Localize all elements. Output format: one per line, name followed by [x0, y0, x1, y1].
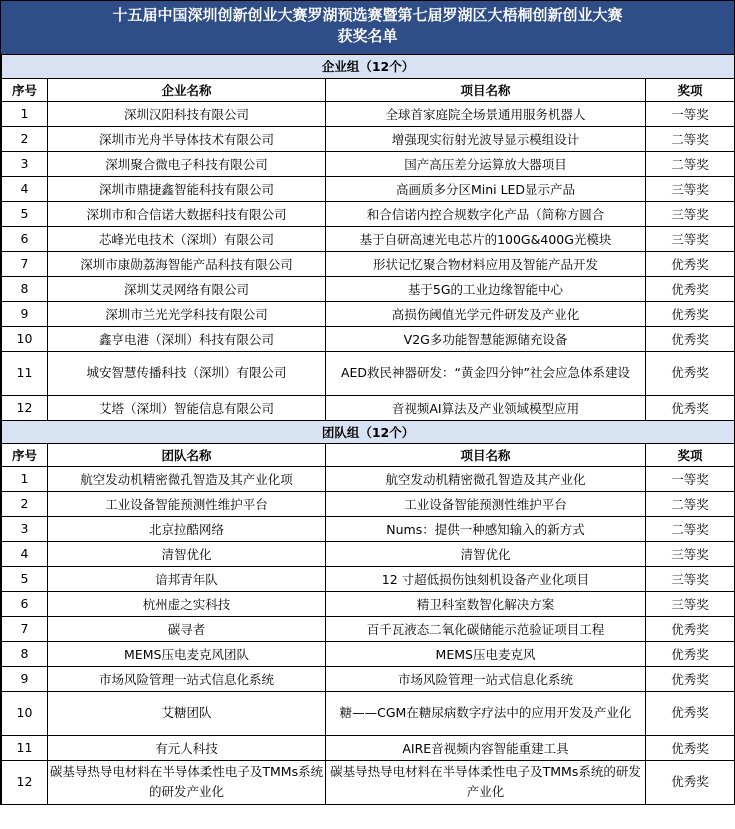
header-team-name: 团队名称 — [48, 443, 326, 466]
project-name-cell: 清智优化 — [326, 541, 646, 566]
project-name-cell: 全球首家庭院全场景通用服务机器人 — [326, 101, 646, 126]
row-number: 2 — [2, 491, 48, 516]
company-name-cell: 深圳市光舟半导体技术有限公司 — [48, 126, 326, 151]
row-number: 11 — [2, 351, 48, 395]
row-number: 7 — [2, 616, 48, 641]
project-name-cell: 和合信诺内控合规数字化产品（简称方圆合 — [326, 201, 646, 226]
team-section-row — [2, 420, 735, 443]
enterprise-table-row — [2, 276, 735, 301]
company-name-cell: 深圳市和合信诺大数据科技有限公司 — [48, 201, 326, 226]
project-name-cell: 高画质多分区Mini LED显示产品 — [326, 176, 646, 201]
award-cell: 三等奖 — [646, 226, 735, 251]
award-cell: 优秀奖 — [646, 735, 735, 760]
team-name-cell: 碳基导热导电材料在半导体柔性电子及TMMs系统的研发产业化 — [48, 760, 326, 804]
enterprise-table-row — [2, 126, 735, 151]
team-name-cell: MEMS压电麦克风团队 — [48, 641, 326, 666]
project-name-cell: 碳基导热导电材料在半导体柔性电子及TMMs系统的研发产业化 — [326, 760, 646, 804]
project-name-cell: 工业设备智能预测性维护平台 — [326, 491, 646, 516]
row-number: 6 — [2, 591, 48, 616]
award-cell: 优秀奖 — [646, 616, 735, 641]
team-table-row — [2, 735, 735, 760]
team-table-row — [2, 666, 735, 691]
award-cell: 优秀奖 — [646, 691, 735, 735]
award-cell: 三等奖 — [646, 591, 735, 616]
project-name-cell: 基于5G的工业边缘智能中心 — [326, 276, 646, 301]
project-name-cell: 音视频AI算法及产业领域模型应用 — [326, 395, 646, 420]
company-name-cell: 艾塔（深圳）智能信息有限公司 — [48, 395, 326, 420]
award-cell: 二等奖 — [646, 151, 735, 176]
company-name-cell: 深圳聚合微电子科技有限公司 — [48, 151, 326, 176]
row-number: 1 — [2, 466, 48, 491]
enterprise-table-row — [2, 395, 735, 420]
row-number: 11 — [2, 735, 48, 760]
award-cell: 三等奖 — [646, 566, 735, 591]
project-name-cell: 高损伤阈值光学元件研发及产业化 — [326, 301, 646, 326]
project-name-cell: 国产高压差分运算放大器项目 — [326, 151, 646, 176]
enterprise-table-row — [2, 176, 735, 201]
company-name-cell: 深圳市兰光光学科技有限公司 — [48, 301, 326, 326]
enterprise-table-row — [2, 301, 735, 326]
team-table-row — [2, 566, 735, 591]
title-line-1: 十五届中国深圳创新创业大赛罗湖预选赛暨第七届罗湖区大梧桐创新创业大赛 — [112, 6, 623, 24]
award-cell: 优秀奖 — [646, 326, 735, 351]
row-number: 6 — [2, 226, 48, 251]
team-name-cell: 碳寻者 — [48, 616, 326, 641]
project-name-cell: 糖——CGM在糖尿病数字疗法中的应用开发及产业化 — [326, 691, 646, 735]
row-number: 1 — [2, 101, 48, 126]
project-name-cell: MEMS压电麦克风 — [326, 641, 646, 666]
enterprise-section-label: 企业组（12个） — [2, 55, 735, 78]
enterprise-table-row — [2, 251, 735, 276]
project-name-cell: 形状记忆聚合物材料应用及智能产品开发 — [326, 251, 646, 276]
team-table-row — [2, 466, 735, 491]
project-name-cell: V2G多功能智慧能源储充设备 — [326, 326, 646, 351]
title-line-2: 获奖名单 — [337, 27, 398, 45]
header-company-name: 企业名称 — [48, 78, 326, 101]
project-name-cell: AIRE音视频内容智能重建工具 — [326, 735, 646, 760]
row-number: 9 — [2, 666, 48, 691]
team-name-cell: 市场风险管理一站式信息化系统 — [48, 666, 326, 691]
row-number: 8 — [2, 276, 48, 301]
row-number: 3 — [2, 151, 48, 176]
award-cell: 三等奖 — [646, 176, 735, 201]
project-name-cell: 市场风险管理一站式信息化系统 — [326, 666, 646, 691]
enterprise-table-row — [2, 201, 735, 226]
award-cell: 二等奖 — [646, 126, 735, 151]
team-table-row — [2, 616, 735, 641]
team-table-row — [2, 516, 735, 541]
team-name-cell: 谙邦青年队 — [48, 566, 326, 591]
project-name-cell: 百千瓦液态二氧化碳储能示范验证项目工程 — [326, 616, 646, 641]
award-cell: 优秀奖 — [646, 666, 735, 691]
header-award: 奖项 — [646, 443, 735, 466]
project-name-cell: 基于自研高速光电芯片的100G&400G光模块 — [326, 226, 646, 251]
company-name-cell: 深圳汉阳科技有限公司 — [48, 101, 326, 126]
company-name-cell: 深圳艾灵网络有限公司 — [48, 276, 326, 301]
row-number: 10 — [2, 326, 48, 351]
team-name-cell: 艾糖团队 — [48, 691, 326, 735]
enterprise-table-row — [2, 351, 735, 395]
team-name-cell: 有元人科技 — [48, 735, 326, 760]
award-cell: 三等奖 — [646, 541, 735, 566]
row-number: 9 — [2, 301, 48, 326]
project-name-cell: 12 寸超低损伤蚀刻机设备产业化项目 — [326, 566, 646, 591]
award-cell: 二等奖 — [646, 516, 735, 541]
enterprise-header-row — [2, 78, 735, 101]
award-cell: 一等奖 — [646, 101, 735, 126]
document-title — [1, 1, 734, 55]
row-number: 4 — [2, 176, 48, 201]
team-section-label: 团队组（12个） — [2, 420, 735, 443]
header-no: 序号 — [2, 78, 48, 101]
enterprise-table-row — [2, 226, 735, 251]
team-name-cell: 工业设备智能预测性维护平台 — [48, 491, 326, 516]
team-name-cell: 北京拉酷网络 — [48, 516, 326, 541]
team-header-row — [2, 443, 735, 466]
row-number: 5 — [2, 566, 48, 591]
award-cell: 优秀奖 — [646, 760, 735, 804]
row-number: 8 — [2, 641, 48, 666]
row-number: 3 — [2, 516, 48, 541]
company-name-cell: 鑫亨电港（深圳）科技有限公司 — [48, 326, 326, 351]
enterprise-section-row — [2, 55, 735, 78]
company-name-cell: 深圳市鼎捷鑫智能科技有限公司 — [48, 176, 326, 201]
project-name-cell: Nums：提供一种感知输入的新方式 — [326, 516, 646, 541]
enterprise-table-row — [2, 151, 735, 176]
company-name-cell: 城安智慧传播科技（深圳）有限公司 — [48, 351, 326, 395]
header-project-name: 项目名称 — [326, 78, 646, 101]
award-cell: 优秀奖 — [646, 301, 735, 326]
team-table-row — [2, 760, 735, 804]
team-table-row — [2, 591, 735, 616]
project-name-cell: 航空发动机精密微孔智造及其产业化 — [326, 466, 646, 491]
header-award: 奖项 — [646, 78, 735, 101]
header-project-name: 项目名称 — [326, 443, 646, 466]
team-name-cell: 杭州虚之实科技 — [48, 591, 326, 616]
award-cell: 优秀奖 — [646, 251, 735, 276]
team-table-row — [2, 691, 735, 735]
row-number: 12 — [2, 760, 48, 804]
row-number: 4 — [2, 541, 48, 566]
header-no: 序号 — [2, 443, 48, 466]
award-cell: 一等奖 — [646, 466, 735, 491]
project-name-cell: AED救民神器研发：“黄金四分钟”社会应急体系建设 — [326, 351, 646, 395]
company-name-cell: 深圳市康勋荔海智能产品科技有限公司 — [48, 251, 326, 276]
award-cell: 优秀奖 — [646, 641, 735, 666]
row-number: 7 — [2, 251, 48, 276]
team-table-row — [2, 491, 735, 516]
team-name-cell: 清智优化 — [48, 541, 326, 566]
team-table-row — [2, 641, 735, 666]
award-cell: 二等奖 — [646, 491, 735, 516]
project-name-cell: 精卫科室数智化解决方案 — [326, 591, 646, 616]
project-name-cell: 增强现实衍射光波导显示模组设计 — [326, 126, 646, 151]
award-table — [1, 55, 735, 805]
enterprise-table-row — [2, 326, 735, 351]
award-cell: 优秀奖 — [646, 276, 735, 301]
row-number: 2 — [2, 126, 48, 151]
award-cell: 优秀奖 — [646, 351, 735, 395]
row-number: 12 — [2, 395, 48, 420]
team-name-cell: 航空发动机精密微孔智造及其产业化项 — [48, 466, 326, 491]
row-number: 10 — [2, 691, 48, 735]
enterprise-table-row — [2, 101, 735, 126]
award-cell: 三等奖 — [646, 201, 735, 226]
award-cell: 优秀奖 — [646, 395, 735, 420]
company-name-cell: 芯峰光电技术（深圳）有限公司 — [48, 226, 326, 251]
row-number: 5 — [2, 201, 48, 226]
team-table-row — [2, 541, 735, 566]
